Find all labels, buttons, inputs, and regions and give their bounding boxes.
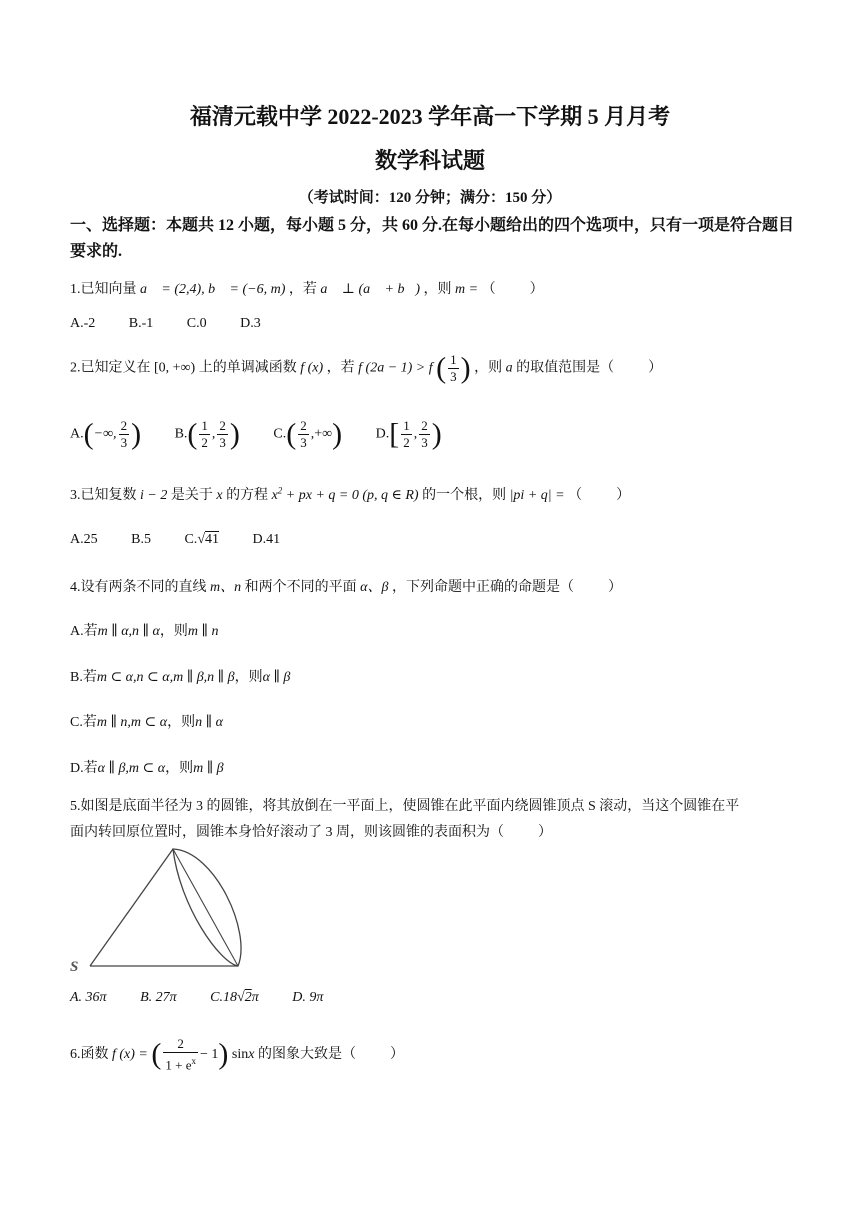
q5-option-d: D. 9π [292, 990, 324, 1005]
q1-option-a: A.-2 [70, 316, 96, 331]
q5-option-c: C.18√2π [210, 990, 259, 1005]
cone-figure [70, 847, 250, 972]
q2-option-b: B.( $\frac{1}{2}$ , $\frac{2}{3}$ ) [174, 417, 240, 451]
q3-options [70, 532, 310, 548]
q1-option-b: B.-1 [128, 316, 154, 331]
q2-option-c: C.( $\frac{2}{3}$ ,+∞) [273, 417, 343, 451]
q3-option-b: B.5 [131, 532, 151, 547]
question-5-line-2: 面内转回原位置时，圆锥本身恰好滚动了 3 周，则该圆锥的表面积为（ ） [70, 825, 552, 840]
q5-option-b: B. 27π [140, 990, 177, 1005]
question-3: 3.已知复数 i − 2 是关于 x 的方程 $x^2$ + px + q = 0 (p, q ∈ R) 的一个根，则 |pi + q| = （ ） [70, 485, 631, 503]
q4-option-c: C.若m ∥ n,m ⊂ α，则n ∥ α [70, 715, 223, 730]
q1-options [70, 316, 291, 332]
q4-option-b: B.若m ⊂ α,n ⊂ α,m ∥ β,n ∥ β，则α ∥ β [70, 670, 291, 685]
q2-options [70, 418, 472, 451]
q5-option-a: A. 36π [70, 990, 107, 1005]
q1-option-c: C.0 [186, 316, 207, 331]
section-heading: 一、选择题：本题共 12 小题，每小题 5 分，共 60 分.在每小题给出的四个选项中，只有一项是符合题目要求的. [70, 217, 795, 260]
exam-info: （考试时间：120 分钟；满分：150 分） [298, 190, 562, 206]
q3-option-c: C.√41 [184, 532, 219, 547]
cone-slant-top [90, 849, 173, 966]
q3-option-a: A.25 [70, 532, 98, 547]
question-5-line-1: 5.如图是底面半径为 3 的圆锥，将其放倒在一平面上，使圆锥在此平面内绕圆锥顶点 S 滚动，当这个圆锥在平 [70, 799, 740, 814]
q4-option-d: D.若α ∥ β,m ⊂ α，则m ∥ β [70, 761, 224, 776]
q3-option-d: D.41 [252, 532, 281, 547]
q5-options [70, 990, 353, 1006]
question-6: 6.函数 f (x) = ( $\frac{2}{1 + e^x}$ − 1) sinx 的图象大致是（ ） [70, 1036, 404, 1073]
page-title: 福清元载中学 2022-2023 学年高一下学期 5 月月考 [189, 104, 671, 129]
question-2: 2.已知定义在 [0, +∞) 上的单调减函数 f (x) ，若 f (2a − 1) > f ( $\frac{1}{3}$ ) ，则 a 的取值范围是（ ） [70, 351, 663, 385]
q2-option-a: A.(−∞, $\frac{2}{3}$ ) [70, 417, 142, 451]
q1-condition: a⃗ ⊥ (a⃗ + b⃗) [320, 282, 420, 297]
question-1: 1.已知向量 a⃗ = (2,4), b⃗ = (−6, m) ，若 a⃗ ⊥ (a⃗ + b⃗) ，则 m = （ ） [70, 282, 544, 297]
q1-vectors: a⃗ = (2,4), b⃗ = (−6, m) [140, 282, 286, 297]
q2-option-d: D.[ $\frac{1}{2}$ , $\frac{2}{3}$ ) [375, 417, 442, 451]
vertex-label: S [70, 959, 79, 972]
page-subtitle: 数学科试题 [374, 148, 485, 173]
question-4: 4.设有两条不同的直线 m、n 和两个不同的平面 α、β ，下列命题中正确的命题是（ ） [70, 580, 622, 595]
q1-option-d: D.3 [240, 316, 261, 331]
q4-option-a: A.若m ∥ α,n ∥ α，则m ∥ n [70, 624, 219, 639]
